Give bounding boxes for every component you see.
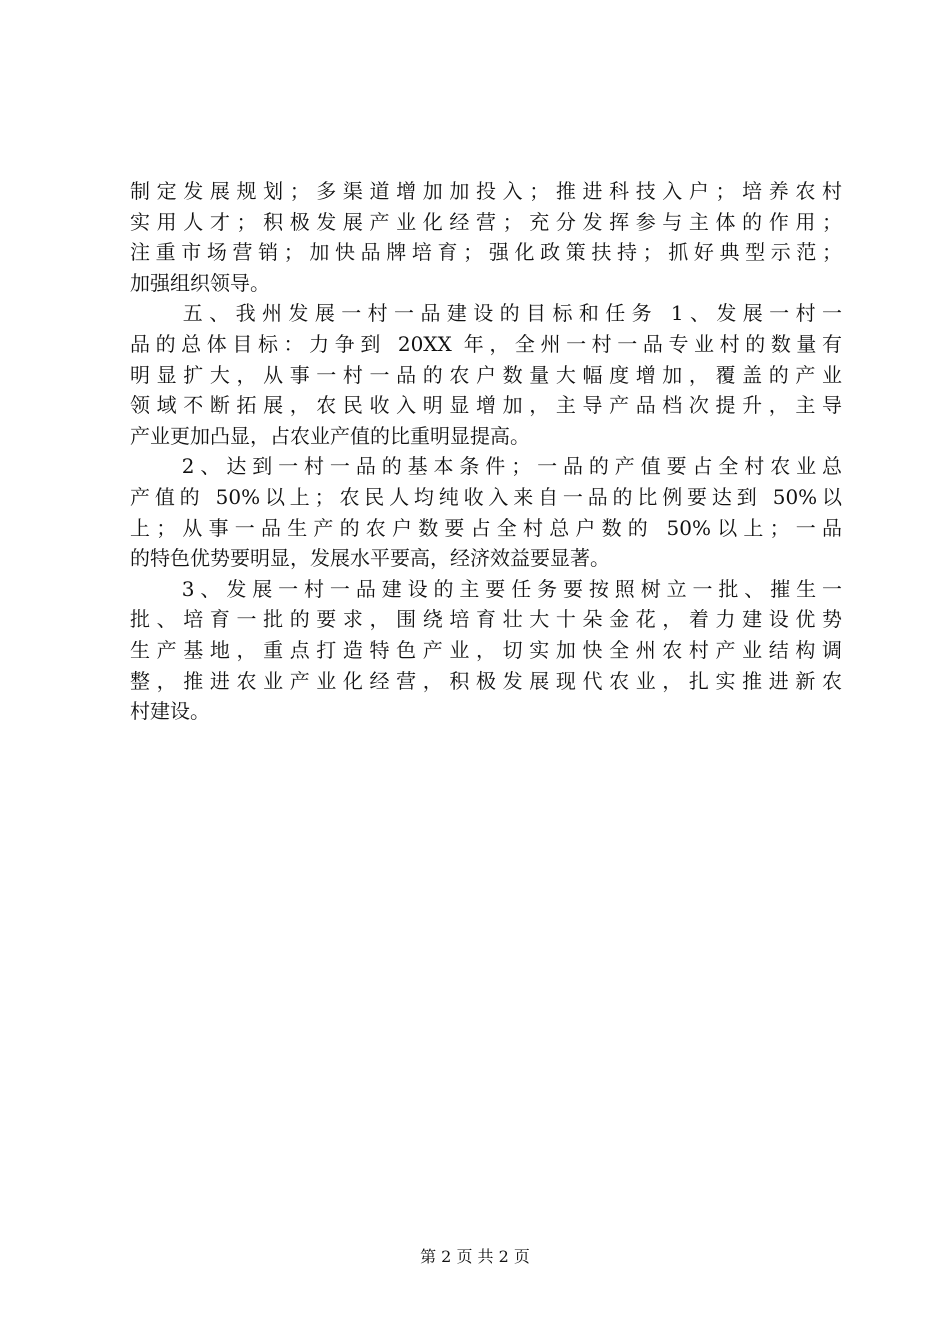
page-number-footer: 第 2 页 共 2 页 [420,1247,530,1266]
text-line: 实用人才；积极发展产业化经营；充分发挥参与主体的作用； [130,209,842,234]
text-line: 村建设。 [130,699,210,724]
text-line: 上；从事一品生产的农户数要占全村总户数的 50%以上；一品 [130,515,842,540]
text-line: 五、我州发展一村一品建设的目标和任务 1、发展一村一 [130,301,842,326]
text-line: 3、发展一村一品建设的主要任务要按照树立一批、摧生一 [130,576,842,601]
text-line: 制定发展规划；多渠道增加加投入；推进科技入户；培养农村 [130,179,842,203]
text-line: 2、达到一村一品的基本条件；一品的产值要占全村农业总 [130,454,842,479]
text-line: 加强组织领导。 [130,270,270,295]
text-line: 整，推进农业产业化经营，积极发展现代农业，扎实推进新农 [130,668,842,693]
document-body [130,176,842,727]
text-line: 领域不断拓展，农民收入明显增加，主导产品档次提升，主导 [130,393,842,418]
text-line: 批、培育一批的要求，围绕培育壮大十朵金花，着力建设优势 [130,607,842,632]
text-line: 注重市场营销；加快品牌培育；强化政策扶持；抓好典型示范； [130,240,842,265]
text-line: 的特色优势要明显，发展水平要高，经济效益要显著。 [130,546,610,571]
text-line: 产值的 50%以上；农民人均纯收入来自一品的比例要达到 50%以 [130,484,842,509]
text-line: 生产基地，重点打造特色产业，切实加快全州农村产业结构调 [130,637,842,662]
text-line: 明显扩大，从事一村一品的农户数量大幅度增加，覆盖的产业 [130,362,842,387]
text-line: 品的总体目标：力争到 20XX 年，全州一村一品专业村的数量有 [130,331,842,356]
text-line: 产业更加凸显，占农业产值的比重明显提高。 [130,423,530,448]
